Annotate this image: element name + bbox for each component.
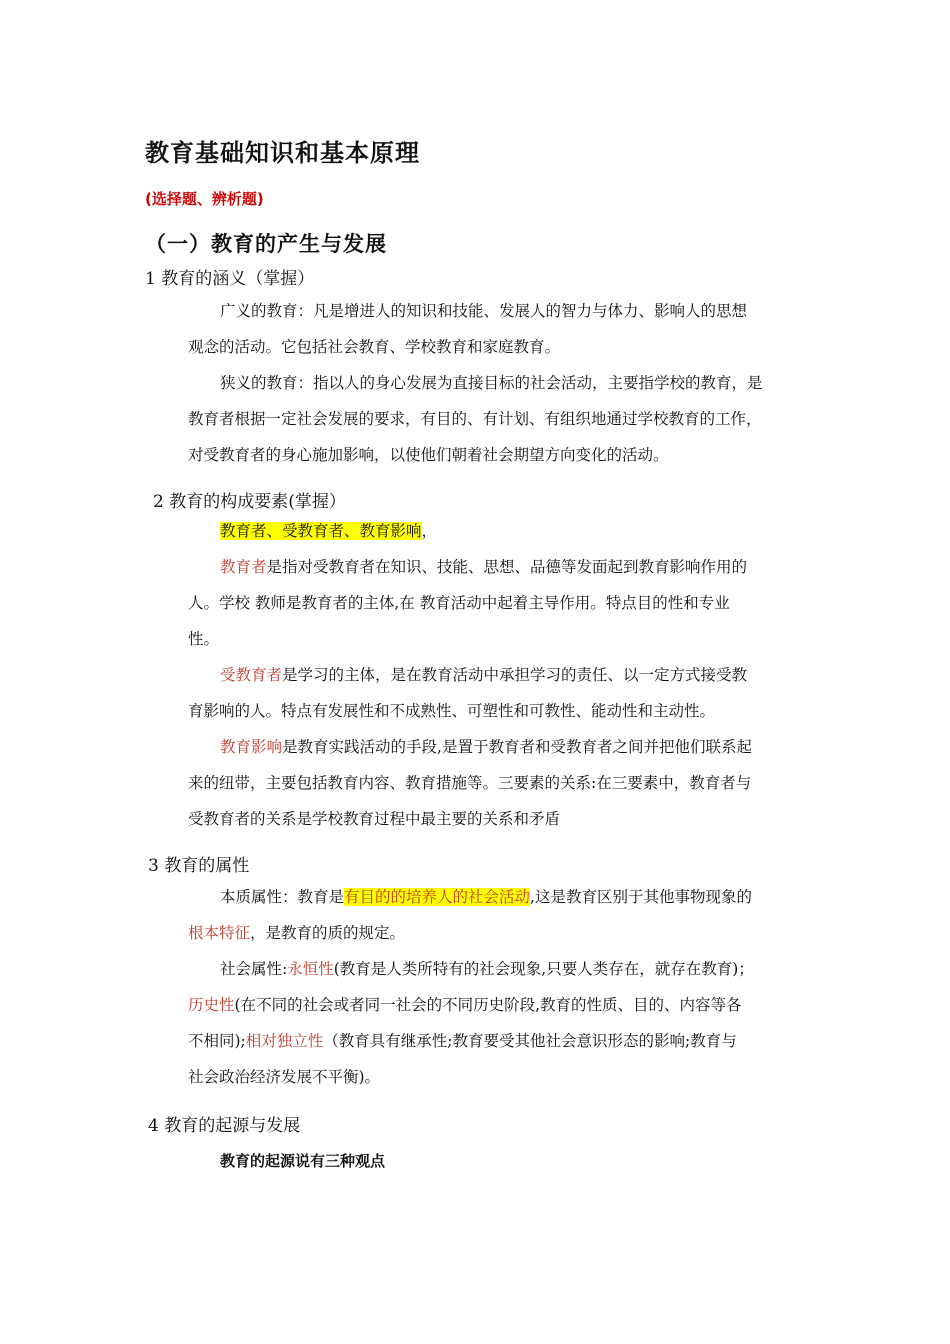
paragraph-line: 性。 bbox=[188, 630, 220, 648]
paragraph-line: 社会政治经济发展不平衡)。 bbox=[188, 1068, 381, 1086]
subsection-4-heading: 4 教育的起源与发展 bbox=[148, 1116, 301, 1136]
paragraph-line: 教育者根据一定社会发展的要求，有目的、有计划、有组织地通过学校教育的工作， bbox=[188, 410, 762, 428]
red-term: 相对独立性 bbox=[245, 1032, 324, 1050]
paragraph-line: 不相同);相对独立性（教育具有继承性;教育要受其他社会意识形态的影响;教育与 bbox=[188, 1032, 737, 1050]
paragraph-line: 狭义的教育：指以人的身心发展为直接目标的社会活动，主要指学校的教育，是 bbox=[220, 374, 763, 392]
paragraph-line: 对受教育者的身心施加影响，以使他们朝着社会期望方向变化的活动。 bbox=[188, 446, 669, 464]
red-term: 历史性 bbox=[188, 996, 235, 1014]
document-title: 教育基础知识和基本原理 bbox=[145, 139, 420, 167]
highlighted-text: 有目的的培养人的社会活动 bbox=[344, 888, 531, 906]
sub-heading: 教育的起源说有三种观点 bbox=[220, 1152, 386, 1170]
highlighted-text: 教育者、受教育者、教育影响 bbox=[220, 522, 422, 540]
red-term: 永恒性 bbox=[287, 960, 334, 978]
paragraph-line: 教育者是指对受教育者在知识、技能、思想、品德等发面起到教育影响作用的 bbox=[220, 558, 748, 576]
paragraph-line: 历史性(在不同的社会或者同一社会的不同历史阶段,教育的性质、目的、内容等各 bbox=[188, 996, 742, 1014]
red-term: 教育影响 bbox=[220, 738, 283, 756]
paragraph-line: 教育影响是教育实践活动的手段,是置于教育者和受教育者之间并把他们联系起 bbox=[220, 738, 752, 756]
subsection-1-heading: 1 教育的涵义（掌握） bbox=[145, 269, 315, 289]
paragraph-line: 受教育者是学习的主体，是在教育活动中承担学习的责任、以一定方式接受教 bbox=[220, 666, 748, 684]
paragraph-line: 受教育者的关系是学校教育过程中最主要的关系和矛盾 bbox=[188, 810, 561, 828]
section-heading: （一）教育的产生与发展 bbox=[145, 232, 387, 256]
paragraph-line: 人。学校 教师是教育者的主体,在 教育活动中起着主导作用。特点目的性和专业 bbox=[188, 594, 730, 612]
paragraph-line: 本质属性：教育是有目的的培养人的社会活动,这是教育区别于其他事物现象的 bbox=[220, 888, 752, 906]
paragraph-line: 观念的活动。它包括社会教育、学校教育和家庭教育。 bbox=[188, 338, 561, 356]
red-term: 根本特征 bbox=[188, 924, 251, 942]
paragraph-line: 育影响的人。特点有发展性和不成熟性、可塑性和可教性、能动性和主动性。 bbox=[188, 702, 716, 720]
paragraph-line: 来的纽带，主要包括教育内容、教育措施等。三要素的关系:在三要素中，教育者与 bbox=[188, 774, 752, 792]
paragraph-line: 根本特征，是教育的质的规定。 bbox=[188, 924, 406, 942]
paragraph-line: 教育者、受教育者、教育影响， bbox=[220, 522, 438, 540]
paragraph-line: 社会属性:永恒性(教育是人类所特有的社会现象,只要人类存在，就存在教育)； bbox=[220, 960, 754, 978]
subsection-2-heading: 2 教育的构成要素(掌握） bbox=[153, 492, 346, 512]
red-term: 教育者 bbox=[220, 558, 267, 576]
red-term: 受教育者 bbox=[220, 666, 283, 684]
question-type-note: (选择题、辨析题) bbox=[145, 190, 264, 208]
subsection-3-heading: 3 教育的属性 bbox=[148, 856, 250, 876]
paragraph-line: 广义的教育：凡是增进人的知识和技能、发展人的智力与体力、影响人的思想 bbox=[220, 302, 748, 320]
